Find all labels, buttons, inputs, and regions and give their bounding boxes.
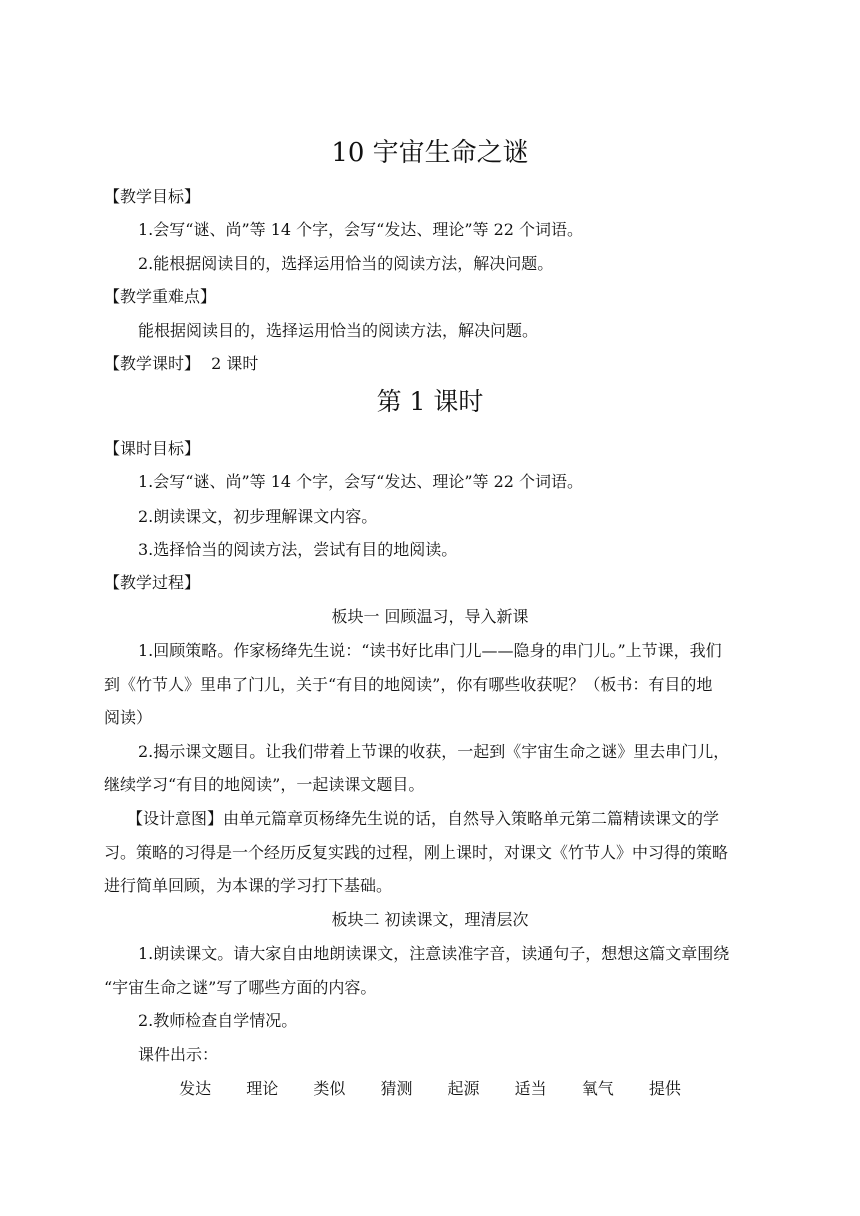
period-title: 第 1 课时 — [376, 387, 484, 416]
process-heading: 【教学过程】 — [104, 573, 201, 592]
vocabulary-word: 提供 — [648, 1079, 681, 1098]
block1-title: 板块一 回顾温习，导入新课 — [331, 607, 529, 626]
goals-heading: 【课时目标】 — [104, 439, 201, 458]
paragraph-line: 到《竹节人》里串了门儿，关于“有目的地阅读”，你有哪些收获呢？（板书：有目的地 — [104, 675, 713, 694]
paragraph-line: 进行简单回顾，为本课的学习打下基础。 — [104, 876, 393, 895]
goal-item: 2.朗读课文，初步理解课文内容。 — [138, 507, 378, 526]
periods-value: 2 课时 — [211, 354, 259, 373]
vocabulary-word: 适当 — [514, 1079, 547, 1098]
vocabulary-word: 氧气 — [581, 1079, 614, 1098]
block2-title: 板块二 初读课文，理清层次 — [331, 910, 529, 929]
vocabulary-word: 类似 — [313, 1079, 346, 1098]
goal-item: 3.选择恰当的阅读方法，尝试有目的地阅读。 — [138, 540, 458, 559]
courseware-label: 课件出示： — [138, 1045, 219, 1064]
vocabulary-word: 猜测 — [380, 1079, 413, 1098]
paragraph-line: 1.回顾策略。作家杨绛先生说：“读书好比串门儿——隐身的串门儿。”上节课，我们 — [138, 641, 722, 660]
vocabulary-list — [0, 1079, 860, 1099]
paragraph-line: 1.朗读课文。请大家自由地朗读课文，注意读准字音，读通句子，想想这篇文章围绕 — [138, 944, 730, 963]
design-intent-line — [127, 809, 719, 829]
vocabulary-word: 起源 — [447, 1079, 480, 1098]
goal-item: 1.会写“谜、尚”等 14 个字，会写“发达、理论”等 22 个词语。 — [138, 472, 584, 491]
objectives-heading: 【教学目标】 — [104, 187, 201, 206]
vocabulary-word: 理论 — [246, 1079, 279, 1098]
paragraph-line: 阅读） — [104, 708, 153, 727]
key-points-text: 能根据阅读目的，选择运用恰当的阅读方法，解决问题。 — [138, 321, 539, 340]
paragraph-line: 2.揭示课文题目。让我们带着上节课的收获，一起到《宇宙生命之谜》里去串门儿， — [138, 742, 730, 761]
objective-item: 1.会写“谜、尚”等 14 个字，会写“发达、理论”等 22 个词语。 — [138, 220, 584, 239]
design-intent-text: 由单元篇章页杨绛先生说的话，自然导入策略单元第二篇精读课文的学 — [223, 809, 720, 828]
lesson-title: 10 宇宙生命之谜 — [331, 138, 529, 168]
paragraph-line: 习。策略的习得是一个经历反复实践的过程，刚上课时，对课文《竹节人》中习得的策略 — [104, 843, 729, 862]
design-intent-label: 【设计意图】 — [127, 809, 224, 828]
objective-item: 2.能根据阅读目的，选择运用恰当的阅读方法，解决问题。 — [138, 254, 554, 273]
key-points-heading: 【教学重难点】 — [104, 287, 217, 306]
vocabulary-word: 发达 — [179, 1079, 212, 1098]
periods-line — [104, 354, 258, 374]
periods-heading: 【教学课时】 — [104, 354, 201, 373]
paragraph-line: 继续学习“有目的地阅读”，一起读课文题目。 — [104, 775, 425, 794]
paragraph-line: “宇宙生命之谜”写了哪些方面的内容。 — [104, 978, 377, 997]
paragraph-line: 2.教师检查自学情况。 — [138, 1011, 298, 1030]
